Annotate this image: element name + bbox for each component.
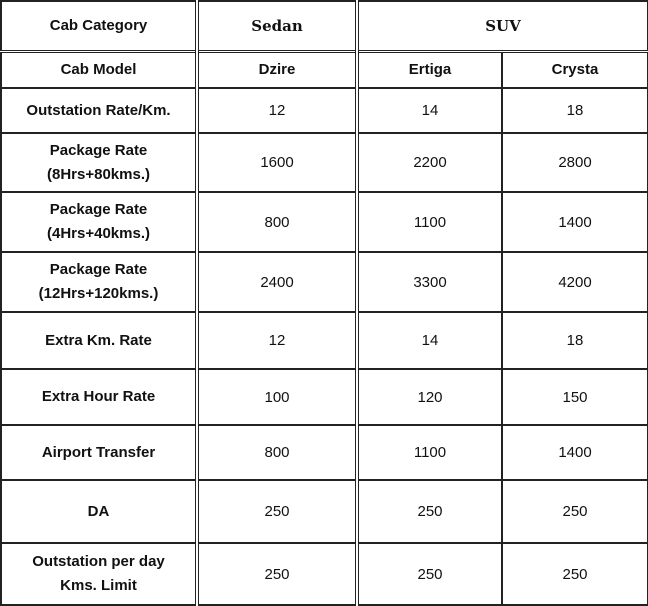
crysta-value: 250 — [502, 480, 648, 543]
ertiga-value: 1100 — [357, 192, 502, 252]
row-label-line: Outstation Rate/Km. — [26, 101, 171, 119]
table-row — [1, 480, 648, 543]
row-label — [1, 425, 197, 480]
dzire-value: 2400 — [197, 252, 357, 312]
row-label-line: Extra Hour Rate — [41, 388, 156, 405]
row-label-line: (8Hrs+80kms.) — [47, 165, 150, 183]
dzire-value: 1600 — [197, 133, 357, 192]
table-row — [1, 425, 648, 480]
row-label — [1, 192, 197, 252]
cab-category-label: Cab Category — [1, 1, 197, 51]
dzire-value: 800 — [197, 192, 357, 252]
ertiga-value: 3300 — [357, 252, 502, 312]
cab-model-label: Cab Model — [1, 51, 197, 88]
row-label-line: Kms. Limit — [60, 577, 137, 594]
row-label-line: (4Hrs+40kms.) — [47, 225, 150, 242]
ertiga-value: 250 — [357, 543, 502, 605]
row-label-line: Outstation per day — [32, 553, 165, 570]
table-row — [1, 192, 648, 252]
crysta-value: 18 — [502, 312, 648, 369]
ertiga-value: 2200 — [357, 133, 502, 192]
dzire-value: 250 — [197, 543, 357, 605]
sedan-header: Sedan — [197, 1, 357, 51]
table-row — [1, 252, 648, 312]
ertiga-value: 250 — [357, 480, 502, 543]
category-header-row — [1, 1, 648, 51]
table-row — [1, 133, 648, 192]
dzire-value: 12 — [197, 88, 357, 133]
cab-model-row — [1, 51, 648, 88]
row-label — [1, 252, 197, 312]
crysta-value: 18 — [502, 88, 648, 133]
table-row — [1, 543, 648, 605]
ertiga-value: 14 — [357, 88, 502, 133]
crysta-value: 150 — [502, 369, 648, 425]
row-label — [1, 312, 197, 369]
crysta-value: 2800 — [502, 133, 648, 192]
dzire-value: 12 — [197, 312, 357, 369]
row-label-line: DA — [87, 502, 110, 520]
row-label — [1, 543, 197, 605]
ertiga-value: 1100 — [357, 425, 502, 480]
ertiga-value: 120 — [357, 369, 502, 425]
table-row — [1, 88, 648, 133]
model-dzire: Dzire — [197, 51, 357, 88]
suv-header: SUV — [357, 1, 648, 51]
model-crysta: Crysta — [502, 51, 648, 88]
table-row — [1, 369, 648, 425]
dzire-value: 800 — [197, 425, 357, 480]
model-ertiga: Ertiga — [357, 51, 502, 88]
ertiga-value: 14 — [357, 312, 502, 369]
dzire-value: 250 — [197, 480, 357, 543]
crysta-value: 1400 — [502, 425, 648, 480]
row-label — [1, 88, 197, 133]
row-label — [1, 369, 197, 425]
crysta-value: 4200 — [502, 252, 648, 312]
row-label-line: (12Hrs+120kms.) — [38, 285, 159, 302]
row-label-line: Package Rate — [49, 201, 148, 218]
crysta-value: 1400 — [502, 192, 648, 252]
row-label-line: Extra Km. Rate — [45, 331, 152, 349]
crysta-value: 250 — [502, 543, 648, 605]
row-label-line: Package Rate — [49, 261, 148, 278]
dzire-value: 100 — [197, 369, 357, 425]
row-label — [1, 133, 197, 192]
row-label-line: Airport Transfer — [41, 443, 156, 461]
row-label — [1, 480, 197, 543]
row-label-line: Package Rate — [49, 141, 148, 159]
table-row — [1, 312, 648, 369]
